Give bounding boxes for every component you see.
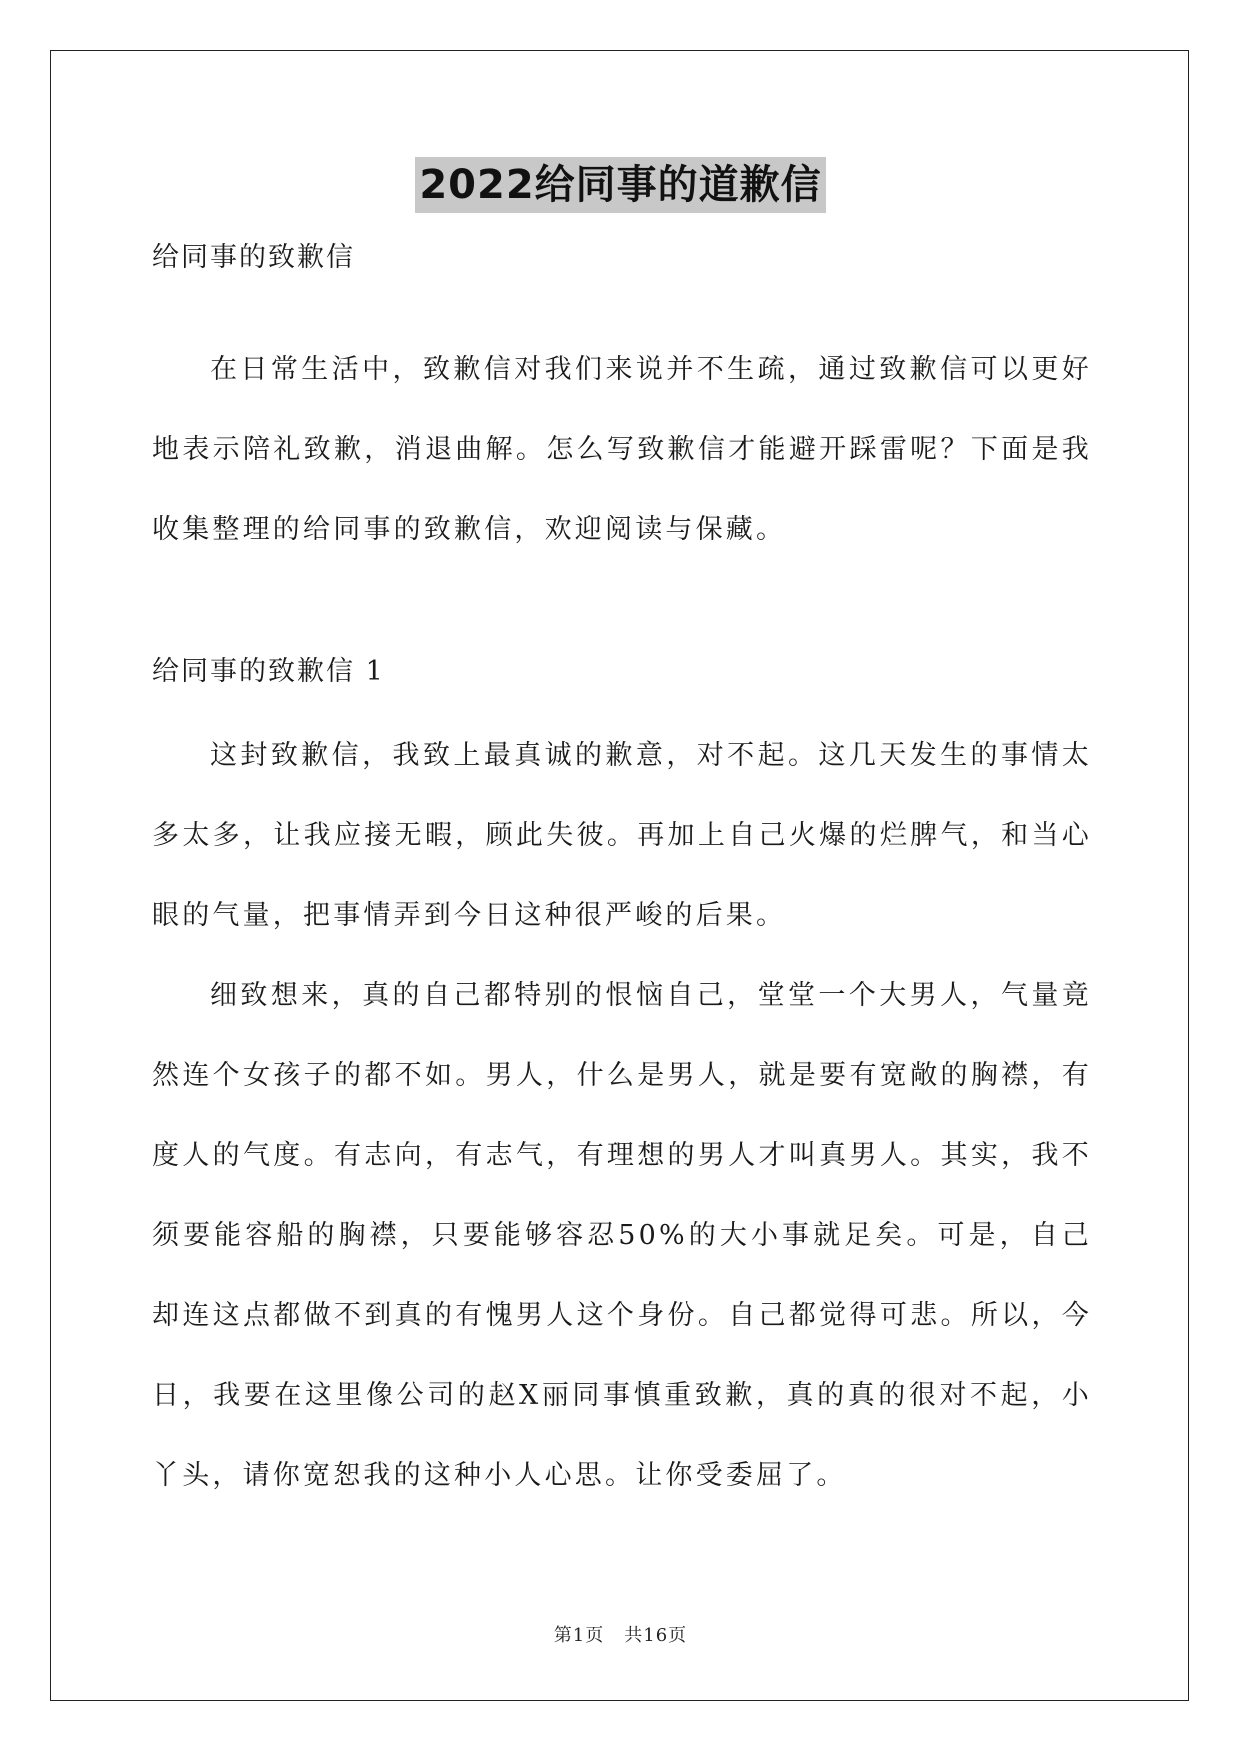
intro-paragraph: 在日常生活中，致歉信对我们来说并不生疏，通过致歉信可以更好地表示陪礼致歉，消退曲解。怎么写致歉信才能避开踩雷呢？下面是我收集整理的给同事的致歉信，欢迎阅读与保藏。 bbox=[152, 354, 1092, 545]
document-body bbox=[152, 236, 1092, 1516]
section1-paragraph-1: 这封致歉信，我致上最真诚的歉意，对不起。这几天发生的事情太多太多，让我应接无暇，顾此失彼。再加上自己火爆的烂脾气，和当心眼的气量，把事情弄到今日这种很严峻的后果。 bbox=[152, 740, 1092, 931]
section1-heading: 给同事的致歉信 1 bbox=[152, 656, 385, 687]
title-container bbox=[0, 157, 1241, 213]
intro-heading: 给同事的致歉信 bbox=[152, 242, 355, 273]
page-number: 第1页 bbox=[553, 1625, 605, 1646]
document-title: 2022给同事的道歉信 bbox=[415, 157, 825, 213]
page-total: 共16页 bbox=[624, 1625, 688, 1646]
page-footer bbox=[0, 1621, 1241, 1647]
section1-paragraph-2: 细致想来，真的自己都特别的恨恼自己，堂堂一个大男人，气量竟然连个女孩子的都不如。男人，什么是男人，就是要有宽敞的胸襟，有度人的气度。有志向，有志气，有理想的男人才叫真男人。其实，我不须要能容船的胸襟，只要能够容忍50%的大小事就足矣。可是，自己却连这点都做不到真的有愧男人这个身份。自己都觉得可悲。所以，今日，我要在这里像公司的赵X丽同事慎重致歉，真的真的很对不起，小丫头，请你宽恕我的这种小人心思。让你受委屈了。 bbox=[152, 980, 1092, 1491]
